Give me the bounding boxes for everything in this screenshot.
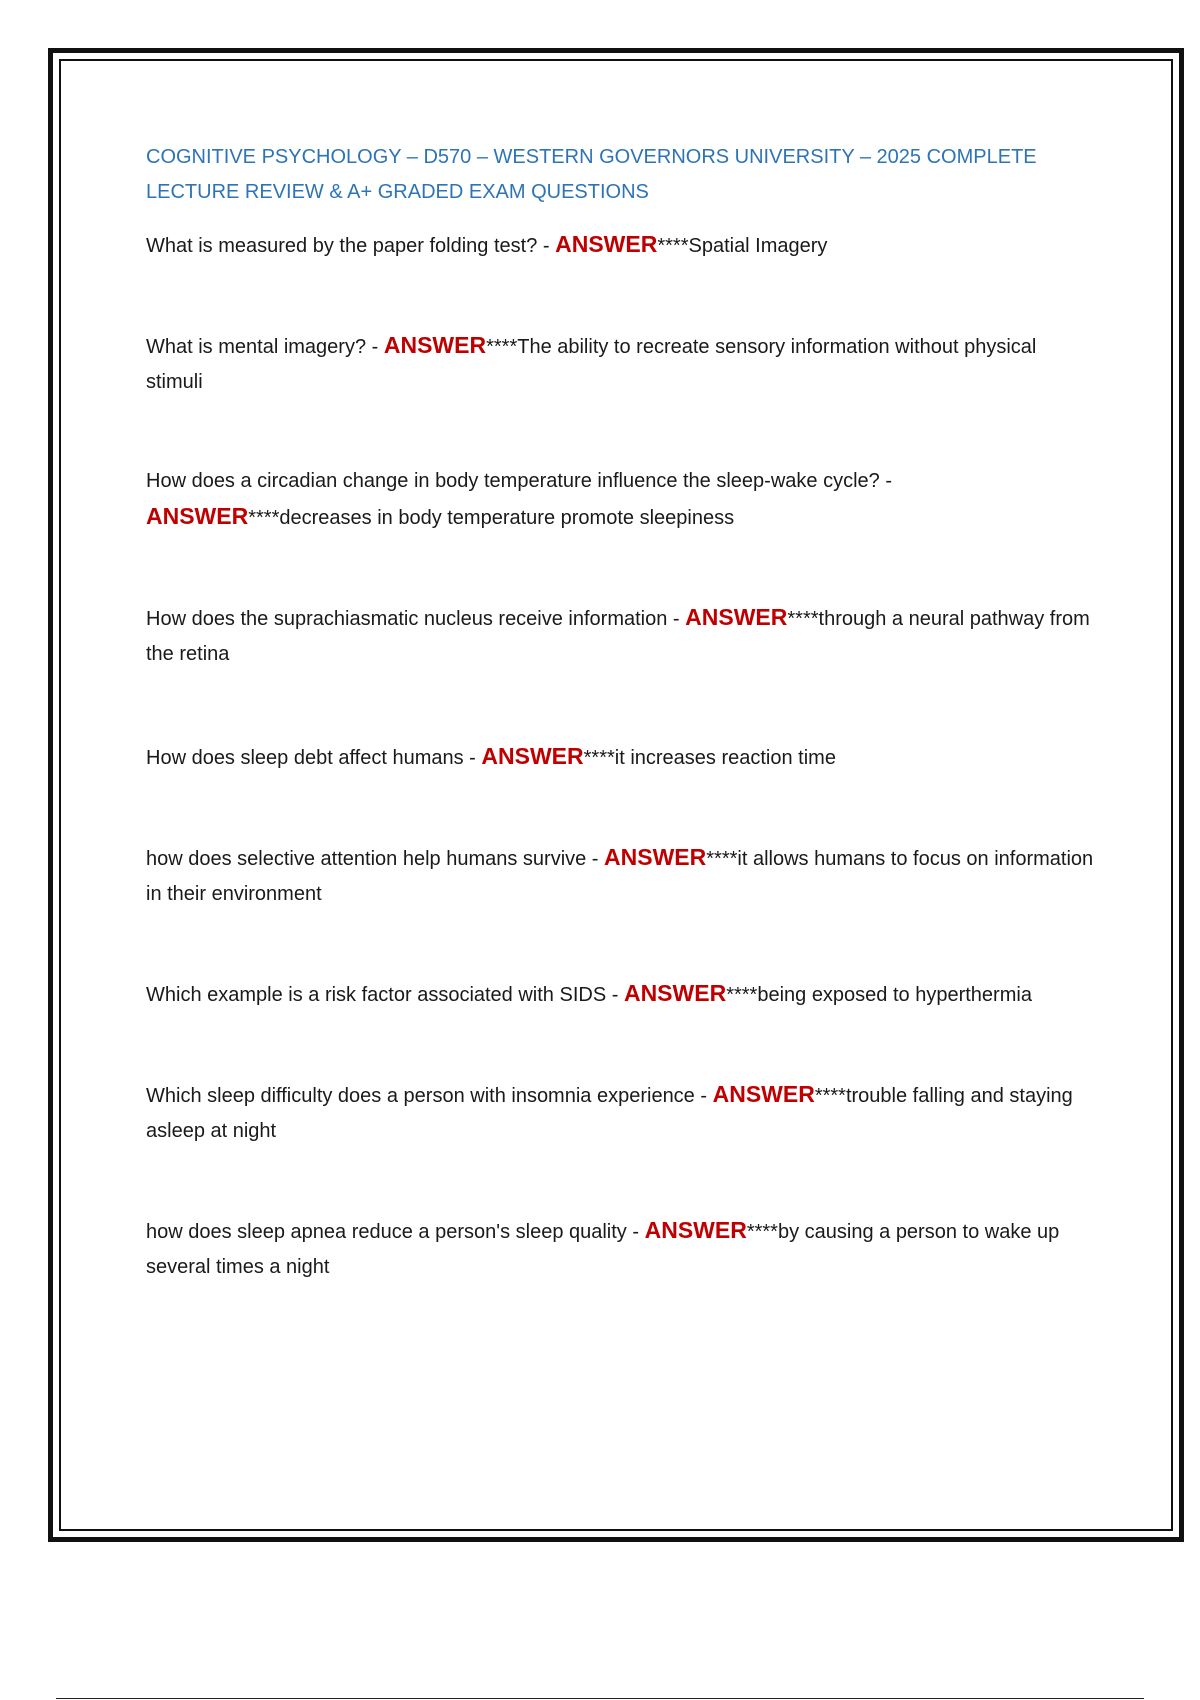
answer-text: ****it increases reaction time [583, 747, 836, 769]
answer-text: ****The ability to recreate sensory information without physical stimuli [146, 336, 1037, 393]
answer-label: ANSWER [481, 743, 584, 769]
question-text: How does sleep debt affect humans - [146, 747, 482, 769]
qa-item [146, 1213, 1096, 1285]
question-text: How does the suprachiasmatic nucleus receive information - [146, 608, 686, 630]
qa-item [146, 464, 1096, 536]
question-text: What is measured by the paper folding test? - [146, 235, 556, 257]
answer-text: ****Spatial Imagery [657, 235, 828, 257]
answer-text: ****it allows humans to focus on information in their environment [146, 848, 1094, 905]
answer-text: ****through a neural pathway from the retina [146, 608, 1090, 665]
answer-label: ANSWER [383, 332, 487, 358]
answer-label: ANSWER [604, 844, 707, 870]
answer-label: ANSWER [712, 1081, 815, 1107]
qa-item [146, 739, 1096, 776]
answer-label: ANSWER [146, 503, 249, 529]
question-text: Which sleep difficulty does a person with insomnia experience - [146, 1085, 713, 1107]
qa-item [146, 227, 1096, 264]
question-text: how does selective attention help humans survive - [146, 848, 605, 870]
document-title: COGNITIVE PSYCHOLOGY – D570 – WESTERN GOVERNORS UNIVERSITY – 2025 COMPLETE LECTURE REVIEW & A+ GRADED EXAM QUESTIONS [146, 146, 1037, 203]
answer-label: ANSWER [685, 604, 788, 630]
answer-text: ****by causing a person to wake up several times a night [146, 1221, 1060, 1278]
answer-text: ****being exposed to hyperthermia [726, 984, 1032, 1006]
qa-item [146, 976, 1096, 1013]
qa-item [146, 600, 1096, 672]
question-text: how does sleep apnea reduce a person's sleep quality - [146, 1221, 645, 1243]
answer-label: ANSWER [623, 980, 727, 1006]
answer-text: ****trouble falling and staying asleep at night [146, 1085, 1073, 1142]
question-text: What is mental imagery? - [146, 336, 384, 358]
qa-item [146, 1077, 1096, 1149]
qa-item [146, 328, 1096, 400]
answer-label: ANSWER [644, 1217, 747, 1243]
answer-label: ANSWER [555, 231, 658, 257]
question-text: Which example is a risk factor associated with SIDS - [146, 984, 624, 1006]
answer-text: ****decreases in body temperature promote sleepiness [248, 507, 735, 529]
question-text: How does a circadian change in body temperature influence the sleep-wake cycle? - [146, 470, 892, 492]
qa-item [146, 840, 1096, 912]
qa-list [146, 227, 1096, 1285]
footer-divider [56, 1698, 1144, 1699]
